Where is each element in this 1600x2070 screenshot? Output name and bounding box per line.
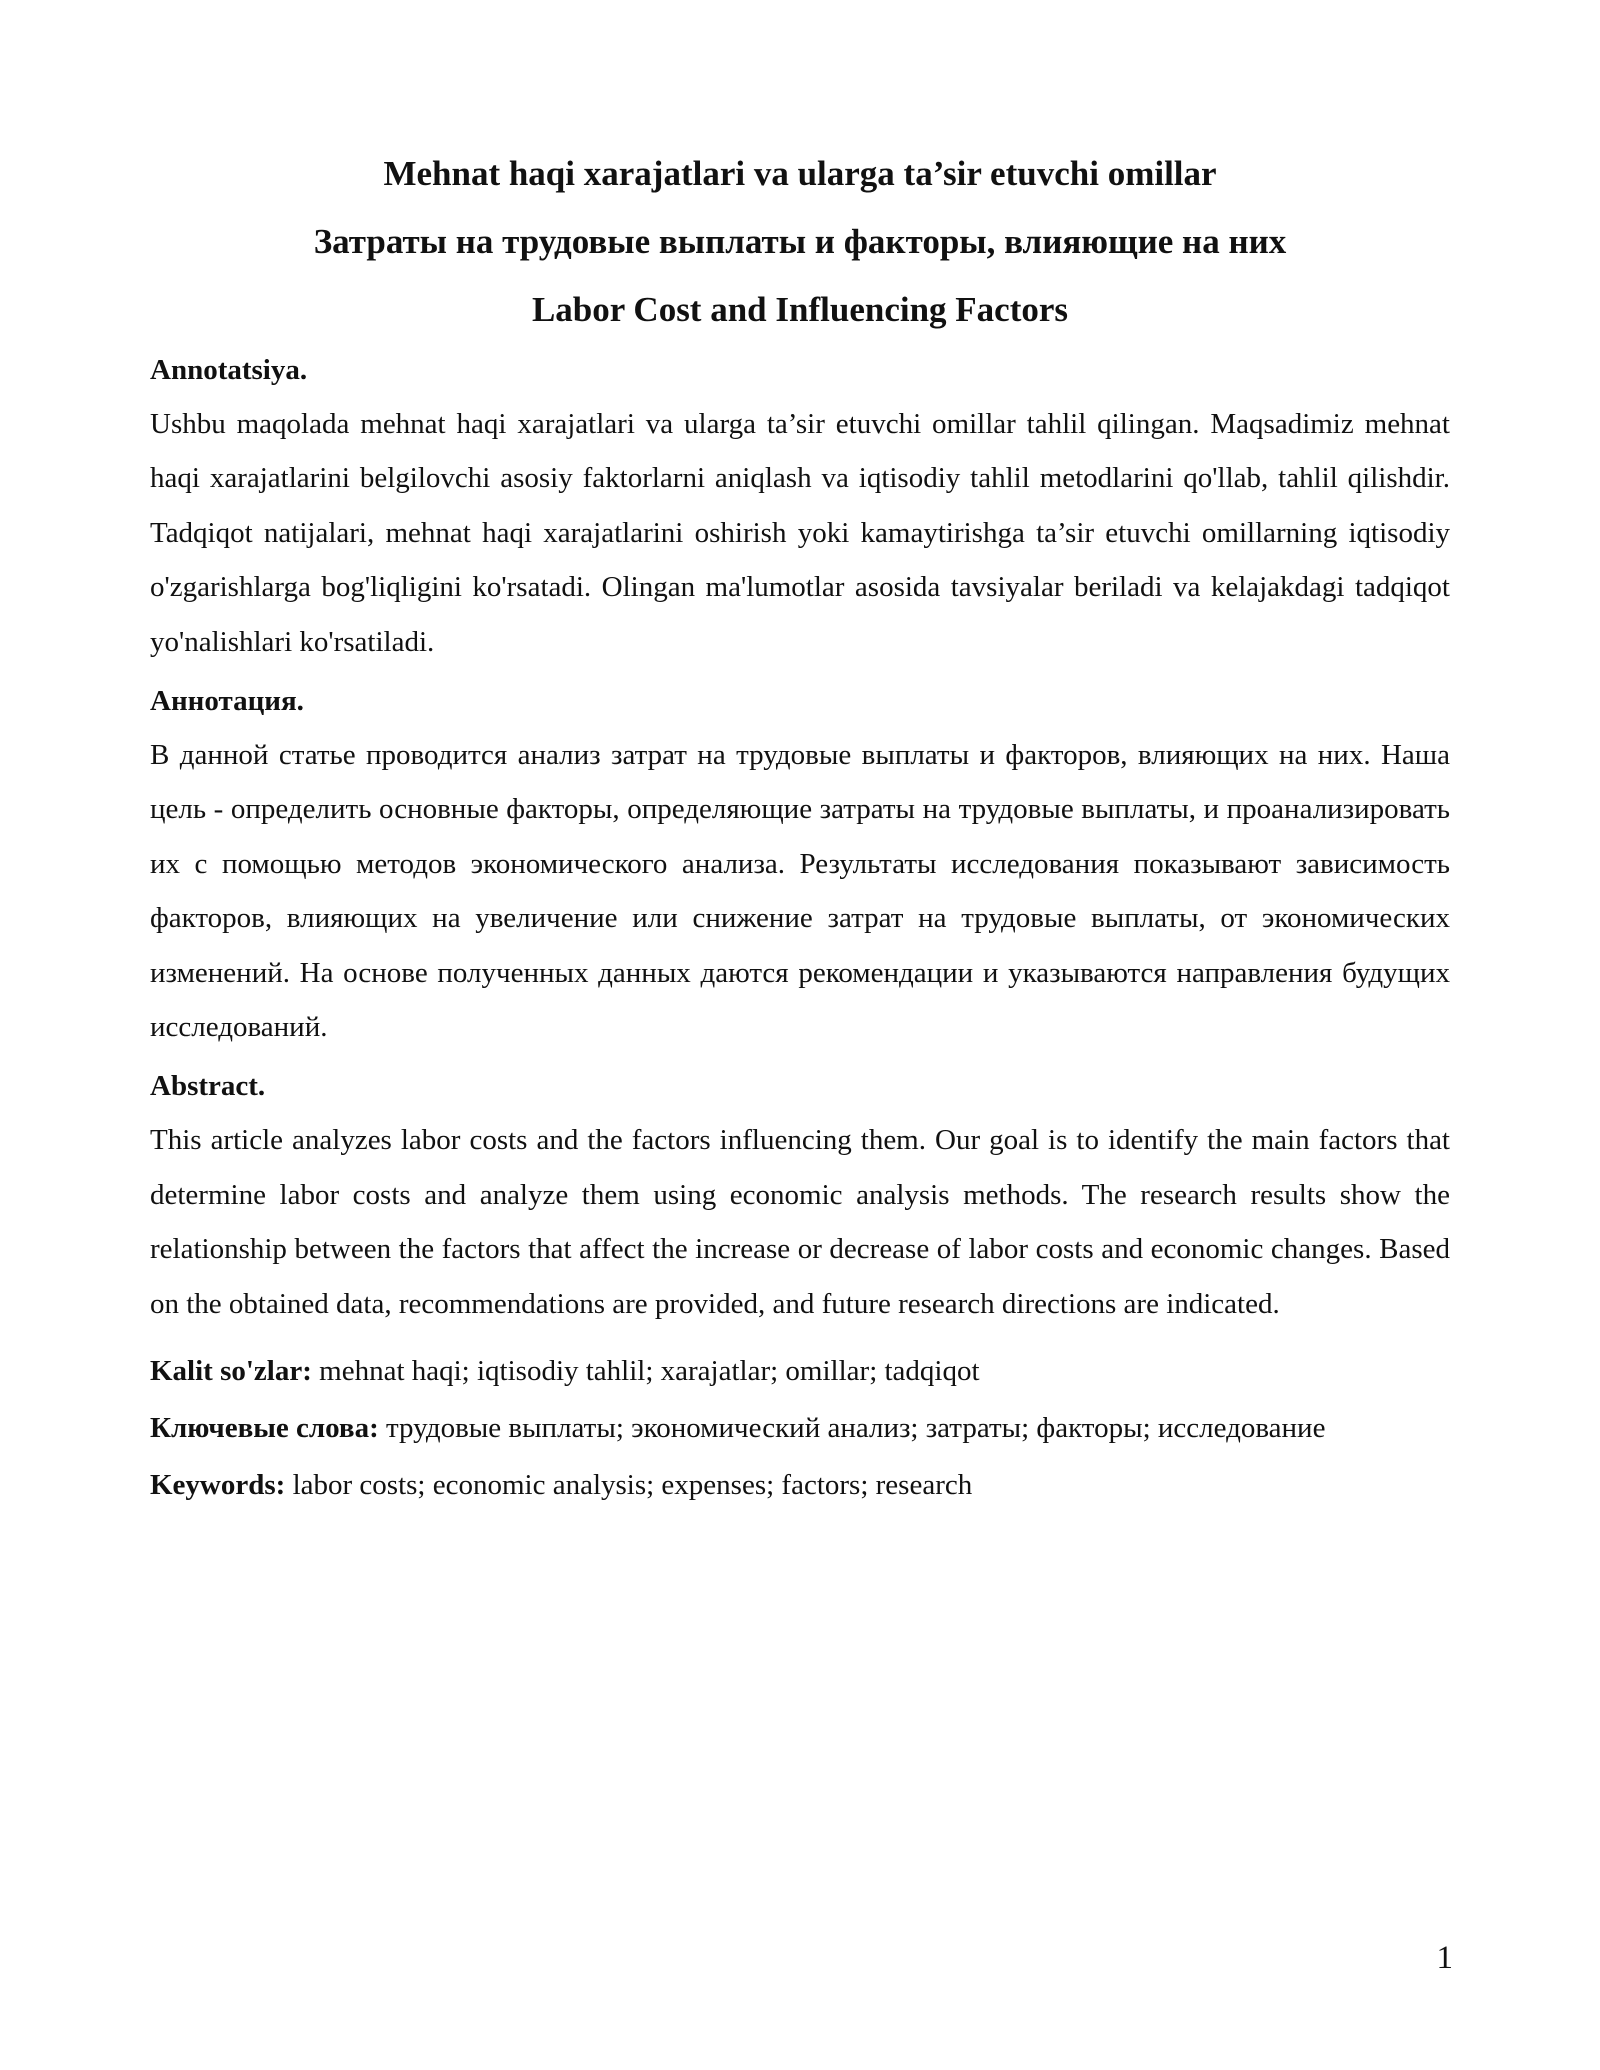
section-heading: Annotatsiya. bbox=[150, 354, 308, 386]
section-heading: Аннотация. bbox=[150, 685, 304, 718]
keywords-label: Kalit so'zlar: bbox=[150, 1355, 312, 1388]
keywords-uzbek bbox=[150, 1343, 1450, 1400]
keywords-label: Ключевые слова: bbox=[150, 1412, 379, 1445]
title-uzbek: Mehnat haqi xarajatlari va ularga ta’sir etuvchi omillar bbox=[383, 154, 1217, 193]
section-abstract bbox=[150, 1066, 1450, 1331]
title-russian: Затраты на трудовые выплаты и факторы, влияющие на них bbox=[313, 222, 1287, 261]
section-text: This article analyzes labor costs and the factors influencing them. Our goal is to identify the main factors that determine labor costs and analyze them using economic analysis methods. The research results show the relationship between the factors that affect the increase or decrease of labor costs and economic changes. Based on the obtained data, recommendations are provided, and future research directions are indicated. bbox=[150, 1124, 1450, 1320]
section-annotatsiya-ru bbox=[150, 681, 1450, 1054]
keywords-russian bbox=[150, 1400, 1450, 1457]
keywords-label: Keywords: bbox=[150, 1469, 286, 1502]
content-block bbox=[150, 350, 1450, 1514]
section-text: В данной статье проводится анализ затрат на трудовые выплаты и факторов, влияющих на них. Наша цель - определить основные факторы, определяющие затраты на трудовые выплаты, и проанализировать их с помощью методов экономического анализа. Результаты исследования показывают зависимость факторов, влияющих на увеличение или снижение затрат на трудовые выплаты, от экономических изменений. На основе полученных данных даются рекомендации и указываются направления будущих исследований. bbox=[150, 739, 1450, 1044]
keywords-text: mehnat haqi; iqtisodiy tahlil; xarajatlar; omillar; tadqiqot bbox=[311, 1355, 980, 1388]
section-heading: Abstract. bbox=[150, 1070, 266, 1103]
section-text: Ushbu maqolada mehnat haqi xarajatlari va ularga ta’sir etuvchi omillar tahlil qilingan. Maqsadimiz mehnat haqi xarajatlarini belgilovchi asosiy faktorlarni aniqlash va iqtisodiy tahlil metodlarini qo'llab, tahlil qilishdir. Tadqiqot natijalari, mehnat haqi xarajatlarini oshirish yoki kamaytirishga ta’sir etuvchi omillarning iqtisodiy o'zgarishlarga bog'liqligini ko'rsatadi. Olingan ma'lumotlar asosida tavsiyalar beriladi va kelajakdagi tadqiqot yo'nalishlari ko'rsatiladi. bbox=[150, 408, 1450, 658]
title-english: Labor Cost and Influencing Factors bbox=[531, 290, 1069, 329]
keywords-text: labor costs; economic analysis; expenses; factors; research bbox=[285, 1469, 973, 1502]
title-block bbox=[150, 140, 1450, 344]
keywords-english bbox=[150, 1457, 1450, 1514]
keywords-block bbox=[150, 1343, 1450, 1514]
section-annotatsiya bbox=[150, 350, 1450, 669]
page-number: 1 bbox=[1436, 1940, 1453, 1976]
keywords-text: трудовые выплаты; экономический анализ; затраты; факторы; исследование bbox=[378, 1412, 1326, 1445]
